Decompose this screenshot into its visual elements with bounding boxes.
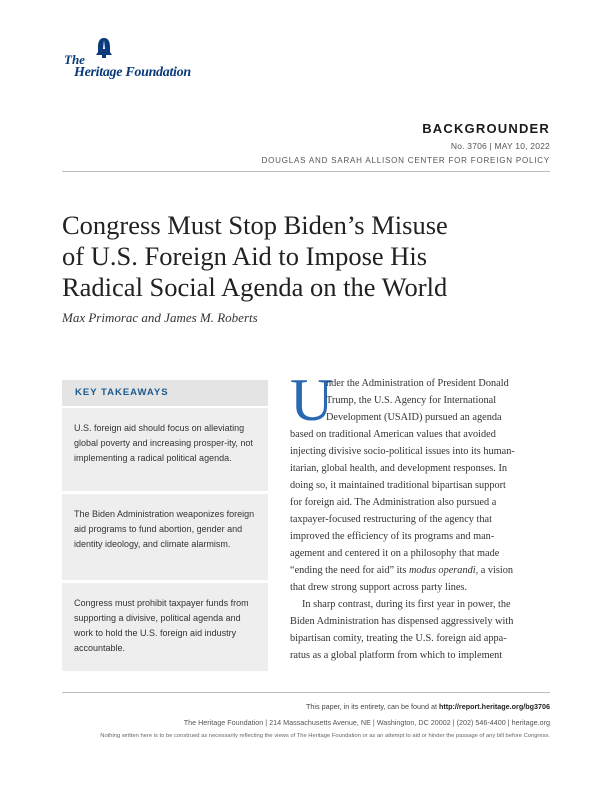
body-line: Development (USAID) pursued an agenda [326, 412, 502, 423]
report-link[interactable]: http://report.heritage.org/bg3706 [438, 702, 550, 711]
body-line: nder the Administration of President Donald [326, 378, 509, 389]
authors: Max Primorac and James M. Roberts [62, 310, 258, 325]
body-line: agement and centered it on a philosophy that made [290, 548, 500, 559]
footer-address: The Heritage Foundation | 214 Massachusetts Avenue, NE | Washington, DC 20002 | (202) 546-4400 | heritage.org [183, 718, 550, 727]
footer-url-line [306, 702, 550, 711]
body-text [290, 0, 550, 700]
takeaway-text: Congress must prohibit taxpayer funds from supporting a divisive, political agenda and work to hold the U.S. foreign aid industry accountable. [74, 598, 249, 653]
issue-meta: No. 3706 | MAY 10, 2022 [450, 141, 550, 151]
body-line: In sharp contrast, during its first year in power, the [302, 599, 511, 610]
key-takeaways-sidebar [62, 380, 268, 674]
takeaway-item [62, 494, 268, 580]
key-takeaways-heading: KEY TAKEAWAYS [75, 387, 169, 398]
body-line: based on traditional American values that avoided [290, 429, 496, 440]
body-line: Biden Administration has dispensed aggressively with [290, 616, 514, 627]
drop-cap: U [290, 367, 334, 433]
body-line: Trump, the U.S. Agency for International [326, 395, 497, 406]
center-name: DOUGLAS AND SARAH ALLISON CENTER FOR FOREIGN POLICY [261, 156, 550, 165]
body-line: ratus as a global platform from which to implement [290, 650, 503, 661]
body-line: improved the efficiency of its programs and man- [290, 531, 495, 542]
takeaway-item [62, 408, 268, 491]
footer-divider [62, 692, 550, 693]
liberty-bell-icon [94, 37, 114, 59]
body-line-italic: modus operandi, [408, 565, 479, 576]
body-line: for foreign aid. The Administration also pursued a [290, 497, 497, 508]
title-line: Congress Must Stop Biden’s Misuse [62, 210, 448, 240]
body-line-text: “ending the need for aid” its [290, 565, 409, 576]
series-label: BACKGROUNDER [422, 121, 550, 136]
title-line: of U.S. Foreign Aid to Impose His [62, 241, 428, 271]
footer-disclaimer: Nothing written here is to be construed as necessarily reflecting the views of The Heritage Foundation or as an attempt to aid or hinder the passage of any bill before Congress. [100, 733, 550, 739]
body-line: itarian, global health, and development responses. In [290, 463, 508, 474]
body-line [290, 563, 513, 580]
logo-name-text: Heritage Foundation [74, 65, 191, 80]
takeaway-text: The Biden Administration weaponizes foreign aid programs to fund abortion, gender and identity ideology, and climate alarmism. [74, 509, 255, 549]
body-line-text: a vision [478, 565, 514, 576]
body-line: injecting divisive socio-political issues into its human- [290, 446, 515, 457]
takeaway-item [62, 583, 268, 671]
body-line: bipartisan comity, treating the U.S. foreign aid appa- [290, 633, 507, 644]
title-line: Radical Social Agenda on the World [62, 272, 448, 302]
takeaway-text: U.S. foreign aid should focus on alleviating global poverty and increasing prosper-ity, not implementing a radical political agenda. [74, 423, 253, 463]
logo-the-text: The [64, 52, 85, 67]
footer-url-prefix: This paper, in its entirety, can be found at [306, 702, 439, 711]
body-line: taxpayer-focused restructuring of the agency that [290, 514, 492, 525]
body-line: doing so, it maintained traditional bipartisan support [290, 480, 506, 491]
body-line: that drew strong support across party lines. [290, 582, 468, 593]
key-takeaways-header [62, 380, 268, 406]
